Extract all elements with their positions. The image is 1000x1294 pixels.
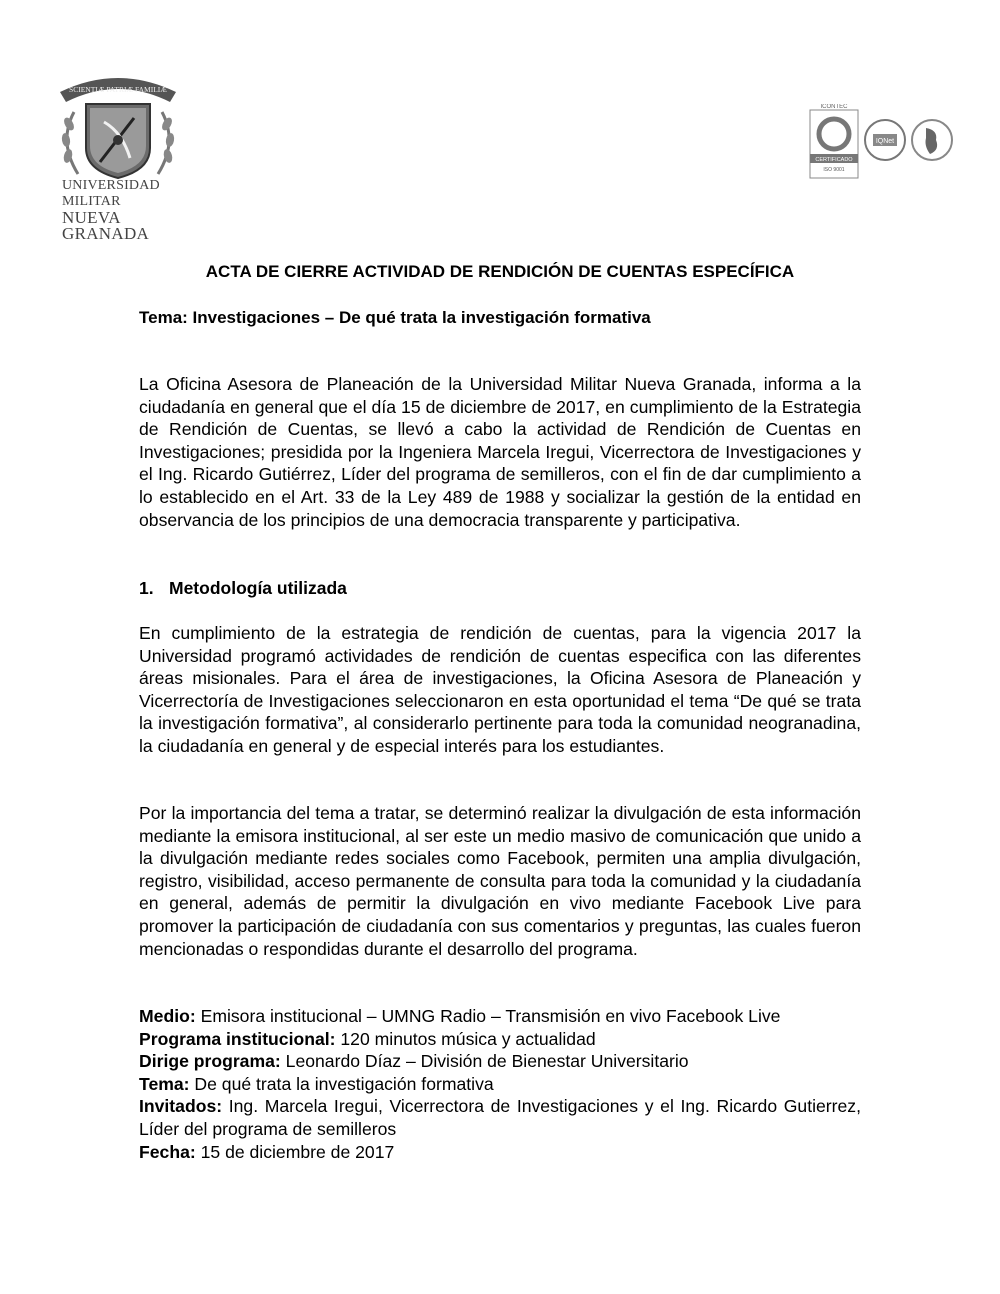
university-name-line2: NUEVA GRANADA xyxy=(62,208,150,243)
cert-certificado-label: CERTIFICADO xyxy=(815,157,853,163)
detail-fecha: Fecha: 15 de diciembre de 2017 xyxy=(139,1141,395,1162)
detail-invitados: Invitados: Ing. Marcela Iregui, Vicerrectora de Investigaciones y el Ing. Ricardo Gutierrez, Líder del programa de semilleros xyxy=(139,1096,861,1139)
methodology-paragraph-1: En cumplimiento de la estrategia de rendición de cuentas, para la vigencia 2017 la Universidad programó actividades de rendición de cuentas especifica con las diferentes áreas misionales. Para el área de investigaciones, la Oficina Asesora de Planeación y Vicerrectoría de Investigaciones seleccionaron en esta oportunidad el tema “De qué se trata la investigación formativa”, al considerarlo pertinente para toda la comunidad neogranadina, la ciudadanía en general y de especial interés para los estudiantes. xyxy=(139,623,861,756)
cert-iso-label: ISO 9001 xyxy=(823,167,845,173)
intro-paragraph: La Oficina Asesora de Planeación de la Universidad Militar Nueva Granada, informa a la ciudadanía en general que el día 15 de diciembre de 2017, en cumplimiento de la Estrategia de Rendición de Cuentas, se llevó a cabo la actividad de Rendición de Cuentas en Investigaciones; presidida por la Ingeniera Marcela Iregui, Vicerrectora de Investigaciones y el Ing. Ricardo Gutiérrez, Líder del programa de semilleros, con el fin de dar cumplimiento a lo establecido en el Art. 33 de la Ley 489 de 1988 y socializar la gestión de la entidad en observancia de los principios de una democracia transparente y participativa. xyxy=(139,374,861,530)
icontec-label: ICONTEC xyxy=(820,104,848,110)
detail-programa: Programa institucional: 120 minutos música y actualidad xyxy=(139,1028,596,1049)
detail-dirige: Dirige programa: Leonardo Díaz – División de Bienestar Universitario xyxy=(139,1051,689,1072)
section-heading xyxy=(139,578,347,599)
section-heading-text: Metodología utilizada xyxy=(169,578,347,598)
detail-tema: Tema: De qué trata la investigación formativa xyxy=(139,1073,494,1094)
section-number: 1. xyxy=(139,578,154,598)
methodology-paragraph-2: Por la importancia del tema a tratar, se determinó realizar la divulgación de esta información mediante la emisora institucional, al ser este un medio masivo de comunicación que unido a la divulgación mediante redes sociales como Facebook, permiten una amplia divulgación, registro, visibilidad, acceso permanente de consulta para toda la comunidad y la ciudadanía en general, además de permitir la divulgación en vivo mediante Facebook Live para promover la participación de ciudadanía con sus comentarios y preguntas, las cuales fueron mencionadas o respondidas durante el desarrollo del programa. xyxy=(139,803,861,959)
detail-medio: Medio: Emisora institucional – UMNG Radio – Transmisión en vivo Facebook Live xyxy=(139,1006,781,1026)
document-subtitle: Tema: Investigaciones – De qué trata la investigación formativa xyxy=(139,308,651,327)
university-name xyxy=(62,178,192,242)
document-title: ACTA DE CIERRE ACTIVIDAD DE RENDICIÓN DE CUENTAS ESPECÍFICA xyxy=(205,262,795,281)
university-name-line1: UNIVERSIDAD MILITAR xyxy=(62,178,160,209)
certification-logos xyxy=(808,104,956,184)
iqnet-label: IQNet xyxy=(875,138,895,145)
logo-motto: SCIENTIÆ PATRIÆ FAMILIÆ xyxy=(69,85,167,94)
details-list xyxy=(139,1005,861,1163)
